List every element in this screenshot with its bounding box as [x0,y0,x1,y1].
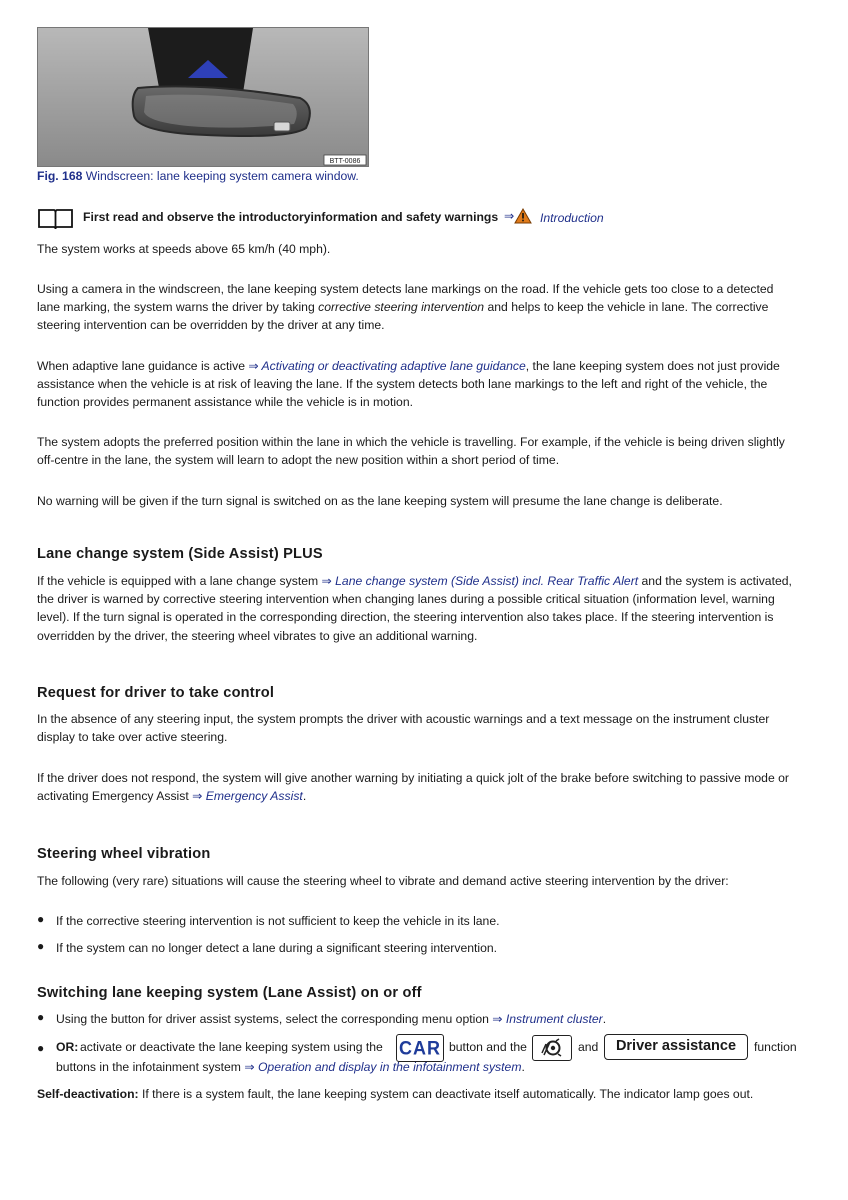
self-deactivation-text: If there is a system fault, the lane keeping system can deactivate itself automatically. The indicator lamp goes out. [138,1087,754,1101]
vibration-bullet-1 [37,912,812,930]
driver-assistance-label: Driver assistance [615,1038,737,1054]
vibration-bullet-2-text: If the system can no longer detect a lane during a significant steering intervention. [56,941,498,955]
vibration-bullet-1-text: If the corrective steering intervention is not sufficient to keep the vehicle in its lane. [56,914,500,928]
switch-bullet-2-text-c: function [754,1040,797,1054]
take-control-line-2: display to take over active steering. [37,730,228,745]
notice-arrow: ⇒ [504,209,515,223]
bullet-dot: ● [37,1010,45,1024]
self-deactivation-label: Self-deactivation: [37,1087,139,1101]
side-assist-line-2: the driver is warned by corrective steering intervention when changing lanes during a possible critical situation (information level, warning [37,592,775,607]
self-deactivation-paragraph [37,1085,753,1103]
figure-code: BTT-0086 [329,158,361,165]
switch-bullet-1-text: Using the button for driver assist systems, select the corresponding menu option ⇒ Instrument cluster. [56,1012,607,1026]
bullet-dot: ● [37,939,45,953]
lane-assist-switch-heading: Switching lane keeping system (Lane Assist) on or off [37,985,422,1001]
switch-bullet-2-text-b: button and the [449,1040,527,1054]
adaptive-line-2: assistance when the vehicle is at risk of leaving the lane. If the system detects both lane markings to the left and right of the vehicle, the [37,377,768,392]
camera-figure [37,27,369,167]
turn-signal-paragraph: No warning will be given if the turn signal is switched on as the lane keeping system will presume the lane change is deliberate. [37,494,723,508]
side-assist-line-4: overridden by the driver, the steering wheel vibrates to give an additional warning. [37,628,478,643]
switch-bullet-2-text-and: and [578,1040,599,1054]
side-assist-heading: Lane change system (Side Assist) PLUS [37,546,323,562]
camera-line-1: Using a camera in the windscreen, the lane keeping system detects lane markings on the road. If the vehicle gets too close to a detected [37,282,774,296]
driver-assist-button[interactable] [532,1035,572,1061]
adaptive-line-1: When adaptive lane guidance is active ⇒ Activating or deactivating adaptive lane guidance, the lane keeping system does not just provide [37,359,780,373]
brake-jolt-line-2: activating Emergency Assist ⇒ Emergency Assist. [37,789,307,804]
side-assist-line-3: level). If the turn signal is operated in the corresponding direction, the steering intervention also takes place. If the steering intervention is [37,610,774,625]
book-icon [37,207,74,229]
camera-line-3: steering intervention can be overridden by the driver at any time. [37,318,385,333]
introduction-link[interactable]: Introduction [540,211,604,225]
driver-assist-icon [540,1038,564,1058]
figure-caption-text: Windscreen: lane keeping system camera window. [85,169,359,183]
infotainment-link[interactable]: ⇒ Operation and display in the infotainment system [244,1060,522,1074]
speed-paragraph: The system works at speeds above 65 km/h (40 mph). [37,242,331,256]
switch-bullet-2-text-a: activate or deactivate the lane keeping system using the [80,1040,383,1054]
switch-bullet-1 [37,1010,812,1028]
notice-text: First read and observe the introductoryinformation and safety warnings [83,210,499,224]
position-line-1: The system adopts the preferred position within the lane in which the vehicle is travelling. For example, if the vehicle is being driven slightly [37,435,785,449]
bullet-dot: ● [37,1041,45,1055]
side-assist-line-1: If the vehicle is equipped with a lane change system ⇒ Lane change system (Side Assist) incl. Rear Traffic Alert and the system is activated, [37,574,792,588]
take-control-paragraph-2 [37,769,812,805]
switch-bullet-2-line-2: buttons in the infotainment system ⇒ Operation and display in the infotainment system. [56,1060,525,1074]
switch-bullet-2 [37,1036,812,1089]
car-button-label: CAR [399,1036,441,1059]
emergency-assist-link[interactable]: ⇒ Emergency Assist [192,789,303,804]
adaptive-line-3: function provides permanent assistance while the vehicle is in motion. [37,395,413,410]
camera-line-2: lane marking, the system warns the driver by taking corrective steering intervention and helps to keep the vehicle in lane. The corrective [37,300,769,315]
preferred-position-paragraph [37,433,812,469]
vibration-heading: Steering wheel vibration [37,846,211,862]
take-control-heading: Request for driver to take control [37,685,275,701]
vibration-intro: The following (very rare) situations will cause the steering wheel to vibrate and demand active steering intervention by the driver: [37,874,729,888]
figure-caption [37,167,359,185]
driver-assistance-button[interactable] [604,1034,748,1060]
vibration-bullet-2 [37,939,812,957]
adaptive-guidance-paragraph [37,357,812,412]
lane-change-system-link[interactable]: ⇒ Lane change system (Side Assist) incl. Rear Traffic Alert [321,574,639,588]
corrective-steering-term: corrective steering intervention [318,300,485,315]
take-control-paragraph-1 [37,710,812,746]
take-control-line-1: In the absence of any steering input, the system prompts the driver with acoustic warnings and a text message on the instrument cluster [37,712,770,726]
windscreen-camera-illustration [38,28,368,166]
side-assist-paragraph [37,572,812,645]
instrument-cluster-link[interactable]: ⇒ Instrument cluster [492,1012,603,1026]
position-line-2: off-centre in the lane, the system will learn to adopt the new position within a short period of time. [37,453,560,468]
adaptive-lane-guidance-link[interactable]: ⇒ Activating or deactivating adaptive lane guidance [248,359,526,373]
warning-triangle-icon [514,208,532,224]
brake-jolt-line-1: If the driver does not respond, the system will give another warning by initiating a quick jolt of the brake before switching to passive mode or [37,771,789,785]
camera-paragraph [37,280,812,335]
figure-number: Fig. 168 [37,169,83,183]
read-first-notice [37,205,812,229]
bullet-dot: ● [37,912,45,926]
or-label: OR: [56,1040,79,1054]
